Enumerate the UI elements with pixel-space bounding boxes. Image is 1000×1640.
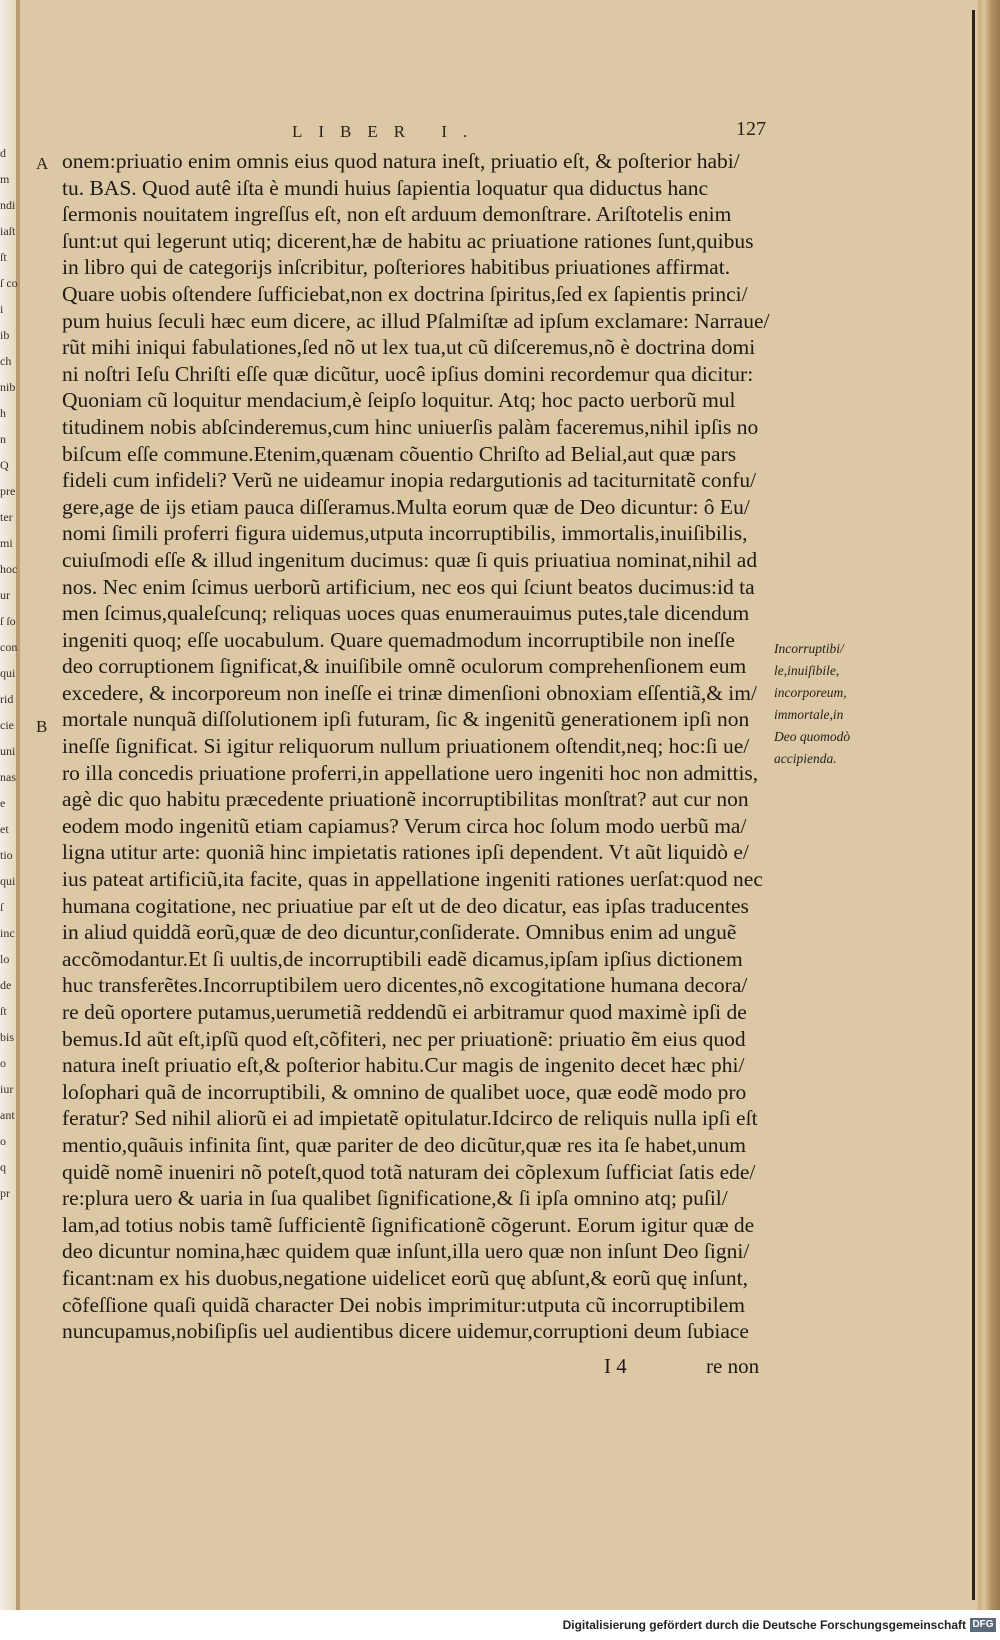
text-line: pum huius ſeculi hæc eum dicere, ac illud Pſalmiſtæ ad ipſum exclamare: Narraue/ bbox=[62, 308, 770, 333]
text-line: feratur? Sed nihil aliorũ ei ad impietatẽ opitulatur.Idcirco de reliquis nulla ipſi eſt bbox=[62, 1106, 758, 1131]
text-line: titudinem nobis abſcinderemus,cum hinc uniuerſis palàm faceremus,nihil ipſis no bbox=[62, 414, 759, 439]
facing-page-fragment: qui bbox=[0, 666, 16, 680]
text-line: cõfeſſione quaſi quidã character Dei nobis imprimitur:utputa cũ incorruptibilem bbox=[62, 1292, 746, 1317]
text-line: ficant:nam ex his duobus,negatione uidelicet eorũ quę abſunt,& eorũ quę inſunt, bbox=[62, 1265, 749, 1290]
facing-page-fragment: tio bbox=[0, 848, 13, 862]
marginal-note-line: Deo quomodò bbox=[774, 729, 851, 744]
marginal-note-line: incorporeum, bbox=[774, 685, 847, 700]
text-line: in aliud quiddã eorũ,quæ de deo dicuntur,conſiderate. Omnibus enim ad unguẽ bbox=[62, 920, 737, 945]
text-line: re:plura uero & uaria in ſua qualibet ſignificatione,& ſi ipſa omnino atq; puſil/ bbox=[62, 1186, 728, 1211]
facing-page-fragment: q bbox=[0, 1160, 6, 1174]
facing-page-fragment: nib bbox=[0, 380, 16, 394]
facing-page-fragment: nas bbox=[0, 770, 16, 784]
running-header bbox=[0, 118, 1000, 146]
text-line: natura ineſt priuatio eſt,& poſterior habitu.Cur magis de ingenito decet hæc phi/ bbox=[62, 1053, 745, 1078]
text-line: loſophari quã de incorruptibili, & omnino de qualibet uoce, quæ eodẽ modo pro bbox=[62, 1079, 747, 1104]
facing-page-fragment: ib bbox=[0, 328, 10, 342]
facing-page-fragment: pre bbox=[0, 484, 16, 498]
text-line: ſermonis nouitatem ingreſſus eſt, non eſt arduum demonſtrare. Ariſtotelis enim bbox=[62, 202, 732, 227]
facing-page-fragment: mi bbox=[0, 536, 13, 550]
text-line: nomi ſimili proferri figura uidemus,utputa incorruptibilis, immortalis,inuiſibilis, bbox=[62, 521, 748, 546]
digitization-footer bbox=[0, 1610, 1000, 1640]
facing-page-fragment: hoc bbox=[0, 562, 18, 576]
facing-page-fragment: uni bbox=[0, 744, 16, 758]
text-line: agè dic quo habitu præcedente priuationẽ incorruptibilitas monſtrat? aut cur non bbox=[62, 787, 749, 812]
facing-page-fragment: pr bbox=[0, 1186, 10, 1200]
facing-page-fragment: d bbox=[0, 146, 6, 160]
facing-page-fragment: cie bbox=[0, 718, 14, 732]
facing-page-fragment: ſt bbox=[0, 1004, 7, 1018]
text-line: cuiuſmodi eſſe & illud ingenitum ducimus: quæ ſi quis priuatiua nominat,nihil ad bbox=[62, 547, 758, 572]
facing-page-fragments bbox=[0, 140, 18, 1340]
facing-page-fragment: m bbox=[0, 172, 10, 186]
facing-page-fragment: ſ ſo bbox=[0, 614, 16, 628]
text-line: ſunt:ut qui legerunt utiq; dicerent,hæ de habitu ac priuatione rationes ſunt,quibus bbox=[62, 228, 754, 253]
facing-page-fragment: rid bbox=[0, 692, 14, 706]
text-line: in libro qui de categorijs inſcribitur, poſteriores habitibus priuationes affirmat. bbox=[62, 255, 731, 280]
facing-page-fragment: ndi bbox=[0, 198, 16, 212]
text-line: ro illa concedis priuatione proferri,in appellatione uero ingeniti hoc non admittis, bbox=[62, 760, 759, 785]
facing-page-fragment: ſ bbox=[0, 900, 4, 914]
text-line: tu. BAS. Quod autê iſta è mundi huius ſapientia loquatur qua diductus hanc bbox=[62, 175, 709, 200]
text-line: Quoniam cũ loquitur mendacium,è ſeipſo loquitur. Atq; hoc pacto uerborũ mul bbox=[62, 388, 736, 413]
text-line: fideli cum infideli? Verũ ne uideamur inopia redargutionis ad taciturnitatẽ confu/ bbox=[62, 468, 757, 493]
text-line: deo dicuntur nomina,hæc quidem quæ inſunt,illa uero quæ non inſunt Deo ſigni/ bbox=[62, 1239, 750, 1264]
funding-credit: Digitalisierung gefördert durch die Deutsche Forschungsgemeinschaft bbox=[562, 1618, 966, 1632]
page-edge-shadow bbox=[972, 10, 975, 1600]
facing-page-fragment: e bbox=[0, 796, 6, 810]
marginal-note-line: accipienda. bbox=[774, 751, 837, 766]
facing-page-fragment: o bbox=[0, 1056, 6, 1070]
text-line: onem:priuatio enim omnis eius quod natura ineſt, priuatio eſt, & poſterior habi/ bbox=[62, 149, 740, 173]
marginal-note-line: Incorruptibi/ bbox=[774, 641, 844, 656]
text-line: ligna utitur arte: quoniã hinc impietatis rationes ipſi dependent. Vt aũt liquidò e/ bbox=[62, 840, 749, 865]
text-line: mortale nunquã diſſolutionem ipſi futuram, ſic & ingenitũ generationem ipſi non bbox=[62, 707, 750, 732]
text-line: rũt mihi iniqui fabulationes,ſed nõ ut lex tua,ut cũ diſceremus,nõ è doctrina domi bbox=[62, 335, 756, 360]
text-line: bemus.Id aũt eſt,ipſũ quod eſt,cõfiteri, nec per priuationẽ: priuatio ẽm eius quod bbox=[62, 1026, 746, 1051]
facing-page-fragment: ur bbox=[0, 588, 10, 602]
body-text bbox=[62, 148, 772, 1345]
facing-page-fragment: de bbox=[0, 978, 12, 992]
text-line: ius pateat artificiũ,ita facite, quas in appellatione ingeniti rationes uerſat:quod nec bbox=[62, 867, 763, 892]
facing-page-fragment: iaſt bbox=[0, 224, 16, 238]
text-line: quidẽ nomẽ inueniri nõ poteſt,quod totã naturam dei cõplexum ſufficiat ſatis ede/ bbox=[62, 1159, 756, 1184]
facing-page-fragment: lo bbox=[0, 952, 10, 966]
page-block-edge bbox=[978, 0, 1000, 1610]
facing-page-fragment: o bbox=[0, 1134, 6, 1148]
text-line: Quare uobis oſtendere ſufficiebat,non ex doctrina ſpiritus,ſed ex ſapientis princi/ bbox=[62, 281, 748, 306]
text-line: gere,age de ijs etiam pauca diſſeramus.Multa eorum quæ de Deo dicuntur: ô Eu/ bbox=[62, 494, 750, 519]
section-marker-b: B bbox=[36, 717, 48, 736]
page-number: 127 bbox=[736, 118, 766, 140]
text-line: mentio,quãuis infinita ſint, quæ pariter de deo dicũtur,quæ res ita ſe habet,unum bbox=[62, 1132, 747, 1157]
text-line: eodem modo ingenitũ etiam capiamus? Verum circa hoc ſolum modo uerbũ ma/ bbox=[62, 813, 747, 838]
facing-page-fragment: ter bbox=[0, 510, 13, 524]
facing-page-fragment: bis bbox=[0, 1030, 15, 1044]
facing-page-fragment: n bbox=[0, 432, 6, 446]
text-line: ingeniti quoq; eſſe uocabulum. Quare quemadmodum incorruptibile non ineſſe bbox=[62, 627, 735, 652]
text-line: ni noſtri Ieſu Chriſti eſſe quæ dicũtur, uocê ipſius domini recordemur qua dicitur: bbox=[62, 361, 754, 386]
facing-page-fragment: Q bbox=[0, 458, 9, 472]
text-line: excedere, & incorporeum non ineſſe ei trinæ dimenſioni obnoxiam eſſentiã,& im/ bbox=[62, 680, 757, 705]
text-line: ineſſe ſignificat. Si igitur reliquorum nullum priuationem oſtendit,neq; hoc:ſi ue/ bbox=[62, 734, 750, 759]
text-line: nuncupamus,nobiſipſis uel audientibus dicere uidemur,corruptioni deum ſubiace bbox=[62, 1319, 749, 1344]
text-line: huc transferẽtes.Incorruptibilem uero dicentes,nõ excogitatione humana decora/ bbox=[62, 973, 748, 998]
running-title: LIBER I. bbox=[292, 122, 484, 141]
section-marker-a: A bbox=[36, 154, 49, 173]
facing-page-fragment: ch bbox=[0, 354, 12, 368]
text-line: men ſcimus,qualeſcunq; reliquas uoces quas enumerauimus putes,tale dicendum bbox=[62, 601, 750, 626]
text-line: humana cogitatione, nec priuatiue par eſt ut de deo dicatur, eas ipſas traducentes bbox=[62, 893, 749, 918]
text-line: deo corruptionem ſignificat,& inuiſibile omnẽ oculorum comprehenſionem eum bbox=[62, 654, 747, 679]
facing-page-fragment: con bbox=[0, 640, 18, 654]
text-line: accõmodantur.Et ſi uultis,de incorruptibili eadẽ dicamus,ipſam ipſius dictionem bbox=[62, 946, 743, 971]
facing-page-fragment: iur bbox=[0, 1082, 14, 1096]
marginal-note bbox=[774, 638, 884, 770]
signature-mark: I 4 bbox=[604, 1354, 627, 1378]
facing-page-fragment: i bbox=[0, 302, 4, 316]
facing-page-fragment: h bbox=[0, 406, 6, 420]
facing-page-fragment: ſ co bbox=[0, 276, 18, 290]
facing-page-fragment: et bbox=[0, 822, 9, 836]
facing-page-fragment: ant bbox=[0, 1108, 15, 1122]
marginal-note-line: immortale,in bbox=[774, 707, 844, 722]
facing-page-fragment: inc bbox=[0, 926, 15, 940]
text-line: biſcum eſſe commune.Etenim,quænam cõuentio Chriſto ad Belial,aut quæ pars bbox=[62, 441, 737, 466]
text-line: lam,ad totius nobis tamẽ ſufficientẽ ſignificationẽ cõgerunt. Eorum igitur quæ de bbox=[62, 1212, 755, 1237]
facing-page-fragment: ſt bbox=[0, 250, 7, 264]
text-line: nos. Nec enim ſcimus uerborũ artificium, nec eos qui ſciunt beatos ducimus:id ta bbox=[62, 574, 755, 599]
facing-page-fragment: qui bbox=[0, 874, 16, 888]
marginal-note-line: le,inuiſibile, bbox=[774, 663, 840, 678]
dfg-logo: DFG bbox=[970, 1618, 996, 1632]
text-line: re deũ oportere putamus,uerumetiã reddendũ ei arbitramur quod maximè ipſi de bbox=[62, 1000, 747, 1024]
catchword: re non bbox=[706, 1354, 760, 1378]
